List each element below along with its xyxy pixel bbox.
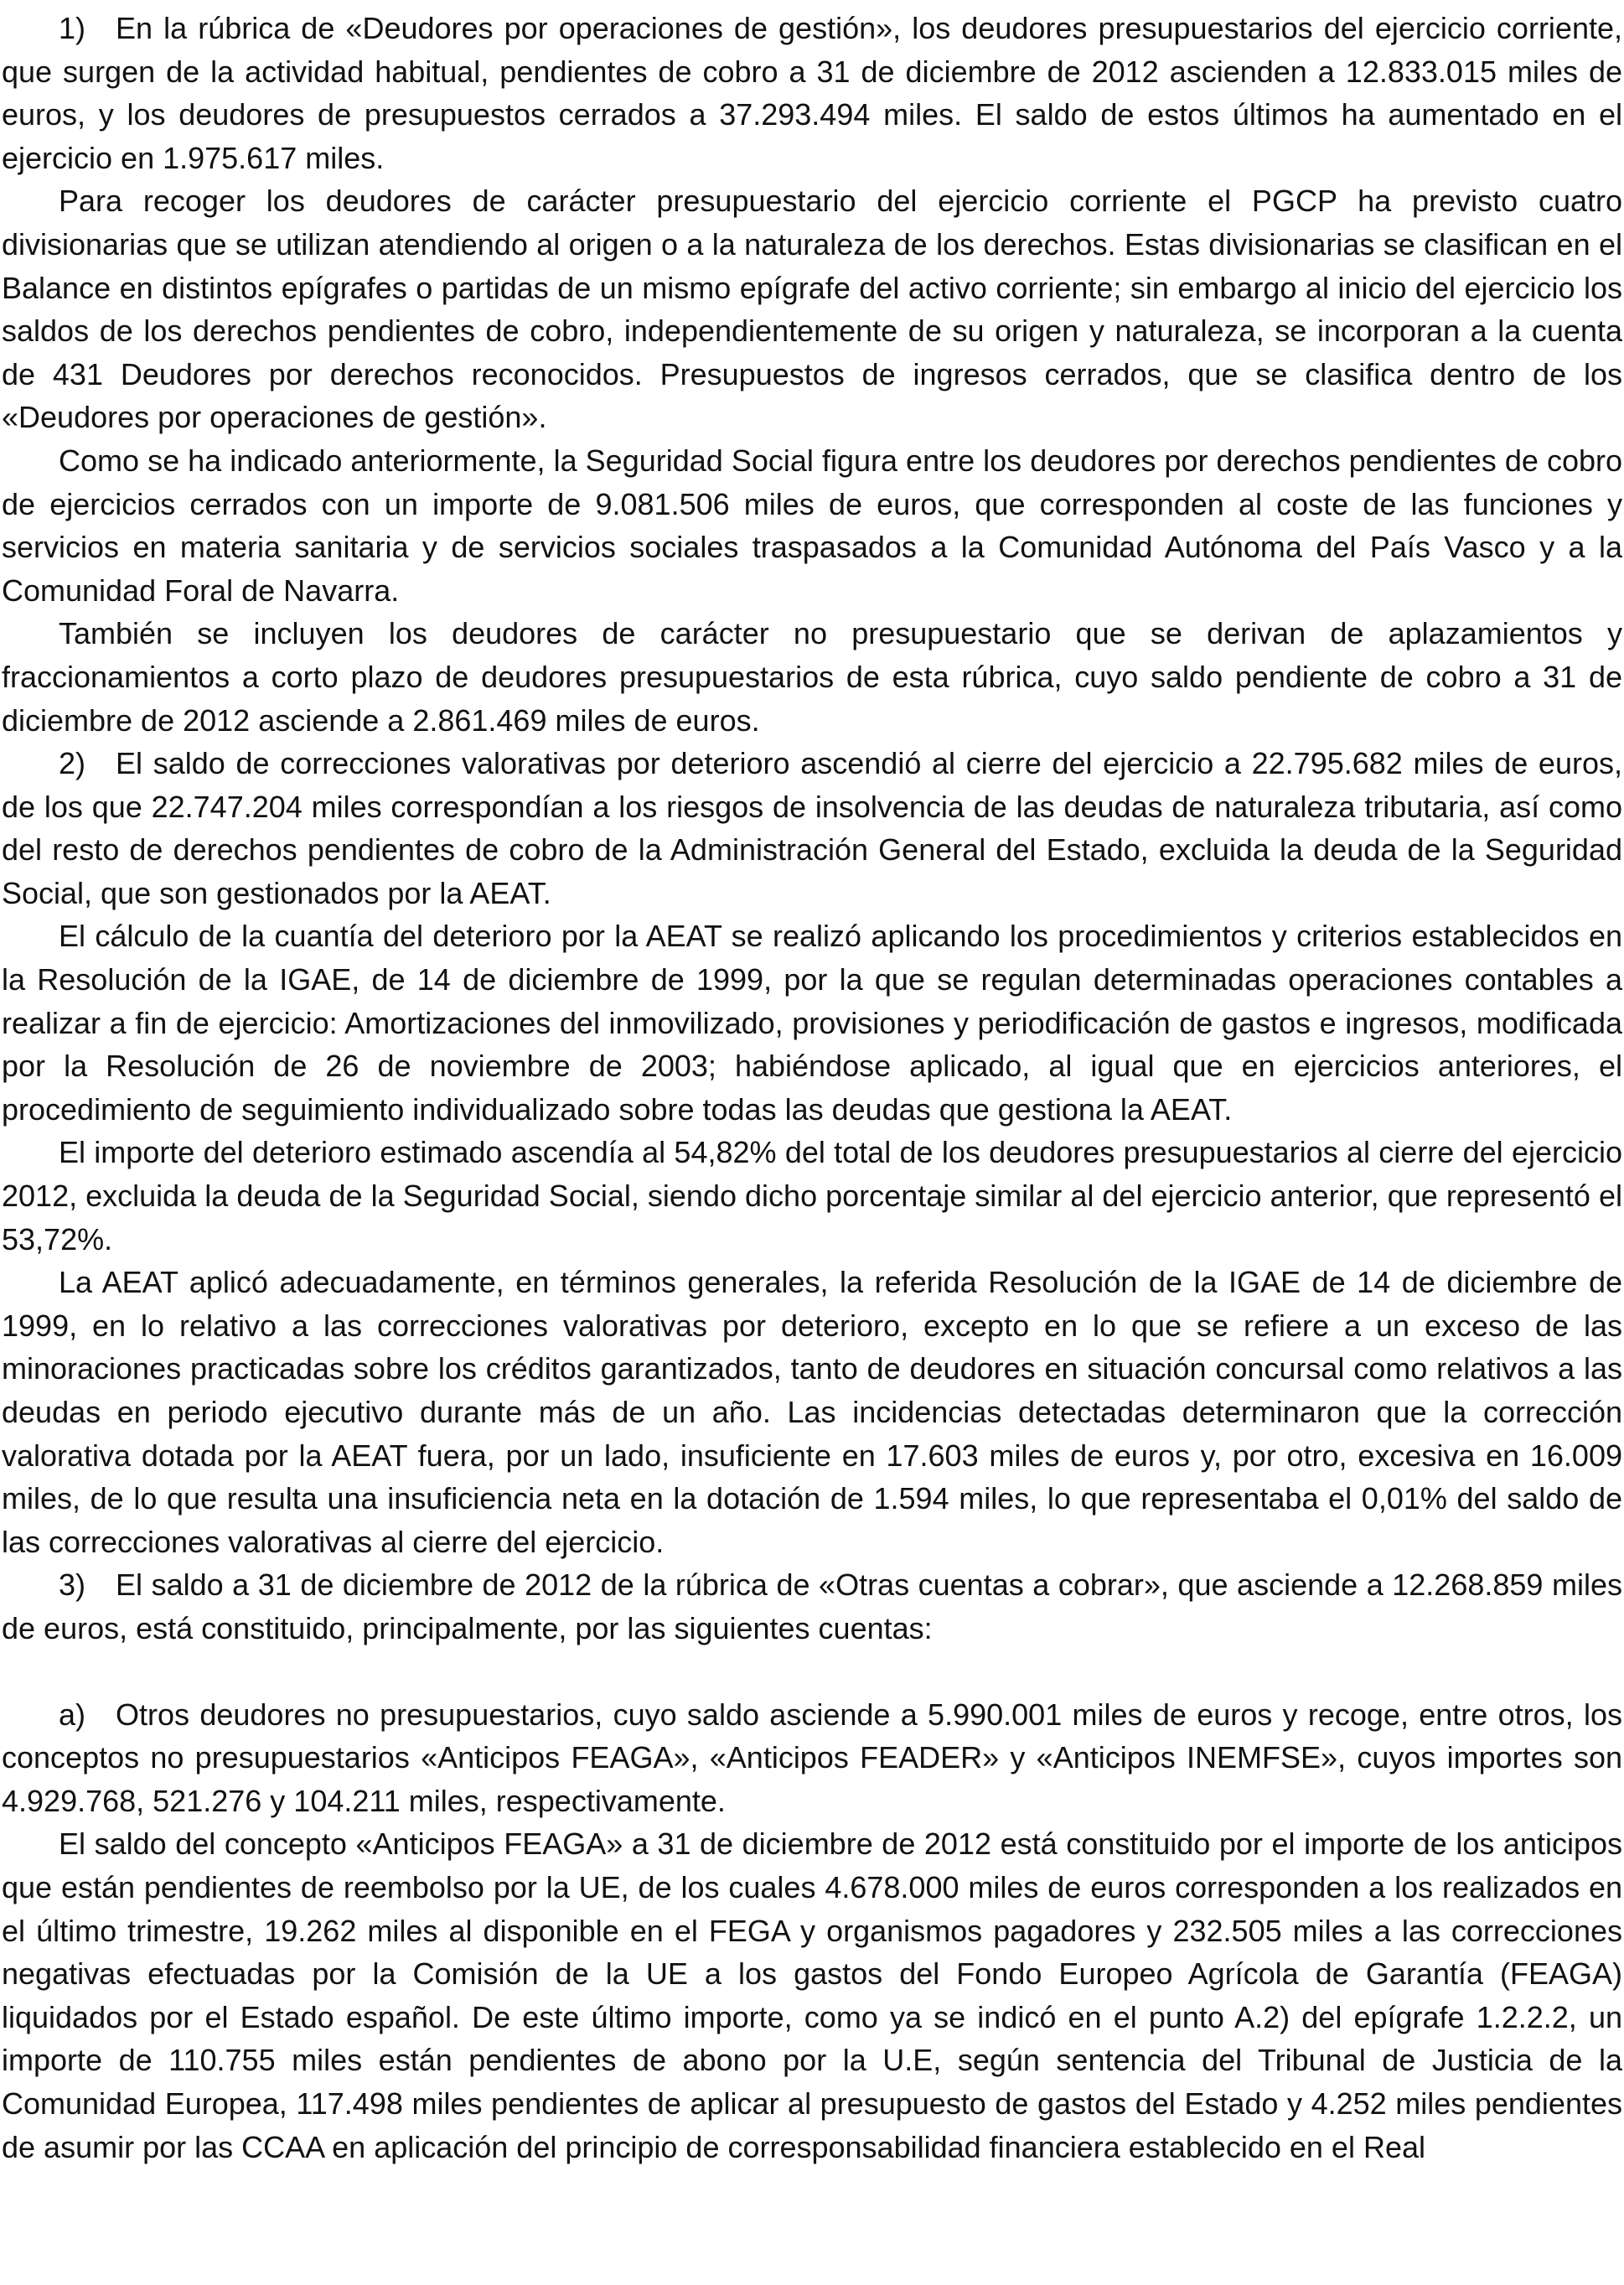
paragraph-aeat-resolucion: La AEAT aplicó adecuadamente, en términos generales, la referida Resolución de la IGAE de 14 de diciembre de 1999, en lo relativo a las correcciones valorativas por deterioro, excepto en lo que se refiere a un exceso de las minoraciones practicadas sobre los créditos garantizados, tanto de deudores en situación concursal como relativos a las deudas en periodo ejecutivo durante más de un año. Las incidencias detectadas determinaron que la corrección valorativa dotada por la AEAT fuera, por un lado, insuficiente en 17.603 miles de euros y, por otro, excesiva en 16.009 miles, de lo que resulta una insuficiencia neta en la dotación de 1.594 miles, lo que representaba el 0,01% del saldo de las correcciones valorativas al cierre del ejercicio. bbox=[2, 1265, 1622, 1559]
paragraph-divisionarias-pgcp: Para recoger los deudores de carácter presupuestario del ejercicio corriente el PGCP ha previsto cuatro divisionarias que se utilizan atendiendo al origen o a la naturaleza de los derechos. Estas divisionarias se clasifican en el Balance en distintos epígrafes o partidas de un mismo epígrafe del activo corriente; sin embargo al inicio del ejercicio los saldos de los derechos pendientes de cobro, independientemente de su origen y naturaleza, se incorporan a la cuenta de 431 Deudores por derechos reconocidos. Presupuestos de ingresos cerrados, que se clasifica dentro de los «Deudores por operaciones de gestión». bbox=[2, 184, 1622, 435]
paragraph-importe-deterioro: El importe del deterioro estimado ascendía al 54,82% del total de los deudores presupuestarios al cierre del ejercicio 2012, excluida la deuda de la Seguridad Social, siendo dicho porcentaje similar al del ejercicio anterior, que representó el 53,72%. bbox=[2, 1135, 1622, 1256]
paragraph-calculo-deterioro: El cálculo de la cuantía del deterioro por la AEAT se realizó aplicando los procedimientos y criterios establecidos en la Resolución de la IGAE, de 14 de diciembre de 1999, por la que se regulan determinadas operaciones contables a realizar a fin de ejercicio: Amortizaciones del inmovilizado, provisiones y periodificación de gastos e ingresos, modificada por la Resolución de 26 de noviembre de 2003; habiéndose aplicado, al igual que en ejercicios anteriores, el procedimiento de seguimiento individualizado sobre todas las deudas que gestiona la AEAT. bbox=[2, 919, 1622, 1127]
paragraph-1-deudores-operaciones-gestion: 1) En la rúbrica de «Deudores por operaciones de gestión», los deudores presupuestarios del ejercicio corriente, que surgen de la actividad habitual, pendientes de cobro a 31 de diciembre de 2012 ascienden a 12.833.015 miles de euros, y los deudores de presupuestos cerrados a 37.293.494 miles. El saldo de estos últimos ha aumentado en el ejercicio en 1.975.617 miles. bbox=[2, 11, 1622, 175]
paragraph-2-correcciones-valorativas: 2) El saldo de correcciones valorativas por deterioro ascendió al cierre del ejercicio a 22.795.682 miles de euros, de los que 22.747.204 miles correspondían a los riesgos de insolvencia de las deudas de naturaleza tributaria, así como del resto de derechos pendientes de cobro de la Administración General del Estado, excluida la deuda de la Seguridad Social, que son gestionados por la AEAT. bbox=[2, 746, 1622, 910]
paragraph-seguridad-social: Como se ha indicado anteriormente, la Seguridad Social figura entre los deudores por derechos pendientes de cobro de ejercicios cerrados con un importe de 9.081.506 miles de euros, que corresponden al coste de las funciones y servicios en materia sanitaria y de servicios sociales traspasados a la Comunidad Autónoma del País Vasco y a la Comunidad Foral de Navarra. bbox=[2, 443, 1622, 608]
paragraph-a-otros-deudores: a) Otros deudores no presupuestarios, cuyo saldo asciende a 5.990.001 miles de euros y recoge, entre otros, los conceptos no presupuestarios «Anticipos FEAGA», «Anticipos FEADER» y «Anticipos INEMFSE», cuyos importes son 4.929.768, 521.276 y 104.211 miles, respectivamente. bbox=[2, 1697, 1622, 1818]
paragraph-anticipos-feaga: El saldo del concepto «Anticipos FEAGA» a 31 de diciembre de 2012 está constituido por el importe de los anticipos que están pendientes de reembolso por la UE, de los cuales 4.678.000 miles de euros corresponden a los realizados en el último trimestre, 19.262 miles al disponible en el FEGA y organismos pagadores y 232.505 miles a las correcciones negativas efectuadas por la Comisión de la UE a los gastos del Fondo Europeo Agrícola de Garantía (FEAGA) liquidados por el Estado español. De este último importe, como ya se indicó en el punto A.2) del epígrafe 1.2.2.2, un importe de 110.755 miles están pendientes de abono por la U.E, según sentencia del Tribunal de Justicia de la Comunidad Europea, 117.498 miles pendientes de aplicar al presupuesto de gastos del Estado y 4.252 miles pendientes de asumir por las CCAA en aplicación del principio de corresponsabilidad financiera establecido en el Real bbox=[2, 1826, 1622, 2164]
paragraph-deudores-no-presupuestarios: También se incluyen los deudores de carácter no presupuestario que se derivan de aplazamientos y fraccionamientos a corto plazo de deudores presupuestarios de esta rúbrica, cuyo saldo pendiente de cobro a 31 de diciembre de 2012 asciende a 2.861.469 miles de euros. bbox=[2, 616, 1622, 738]
paragraph-3-otras-cuentas-cobrar: 3) El saldo a 31 de diciembre de 2012 de la rúbrica de «Otras cuentas a cobrar», que asciende a 12.268.859 miles de euros, está constituido, principalmente, por las siguientes cuentas: bbox=[2, 1567, 1622, 1645]
